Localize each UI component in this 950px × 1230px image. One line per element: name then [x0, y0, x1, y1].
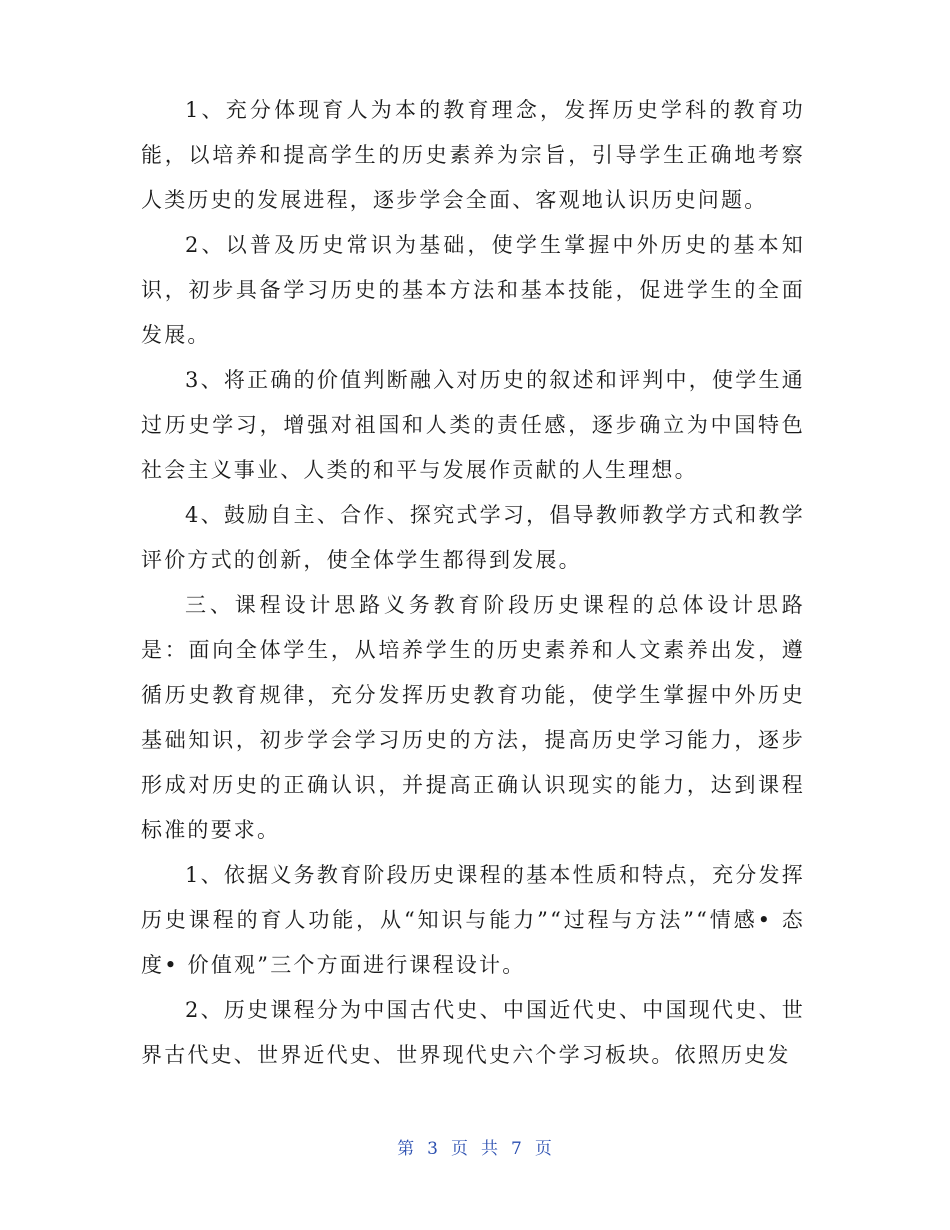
- footer-total-pages: 7: [511, 1139, 523, 1159]
- paragraph-6: 1、依据义务教育阶段历史课程的基本性质和特点，充分发挥历史课程的育人功能，从“知识与能力”“过程与方法”“情感• 态度• 价值观”三个方面进行课程设计。: [141, 863, 805, 977]
- footer-suffix: 页: [534, 1139, 553, 1159]
- paragraph-5: 三、课程设计思路义务教育阶段历史课程的总体设计思路是：面向全体学生，从培养学生的历史素养和人文素养出发，遵循历史教育规律，充分发挥历史教育功能，使学生掌握中外历史基础知识，初步学会学习历史的方法，提高历史学习能力，逐步形成对历史的正确认识，并提高正确认识现实的能力，达到课程标准的要求。: [141, 593, 805, 842]
- paragraph-4: 4、鼓励自主、合作、探究式学习，倡导教师教学方式和教学评价方式的创新，使全体学生都得到发展。: [141, 503, 805, 572]
- page-footer: [0, 1134, 950, 1159]
- paragraph-2: 2、以普及历史常识为基础，使学生掌握中外历史的基本知识，初步具备学习历史的基本方法和基本技能，促进学生的全面发展。: [141, 233, 805, 347]
- footer-total-prefix: 共: [481, 1139, 499, 1159]
- footer-current-page: 3: [427, 1139, 439, 1159]
- footer-page-word: 页: [451, 1139, 469, 1159]
- paragraph-3: 3、将正确的价值判断融入对历史的叙述和评判中，使学生通过历史学习，增强对祖国和人类的责任感，逐步确立为中国特色社会主义事业、人类的和平与发展作贡献的人生理想。: [141, 368, 805, 482]
- paragraph-1: 1、充分体现育人为本的教育理念，发挥历史学科的教育功能，以培养和提高学生的历史素养为宗旨，引导学生正确地考察人类历史的发展进程，逐步学会全面、客观地认识历史问题。: [141, 98, 805, 212]
- footer-prefix: 第: [397, 1139, 416, 1159]
- paragraph-7: 2、历史课程分为中国古代史、中国近代史、中国现代史、世界古代史、世界近代史、世界现代史六个学习板块。依照历史发: [141, 998, 805, 1067]
- document-body: [141, 88, 805, 1078]
